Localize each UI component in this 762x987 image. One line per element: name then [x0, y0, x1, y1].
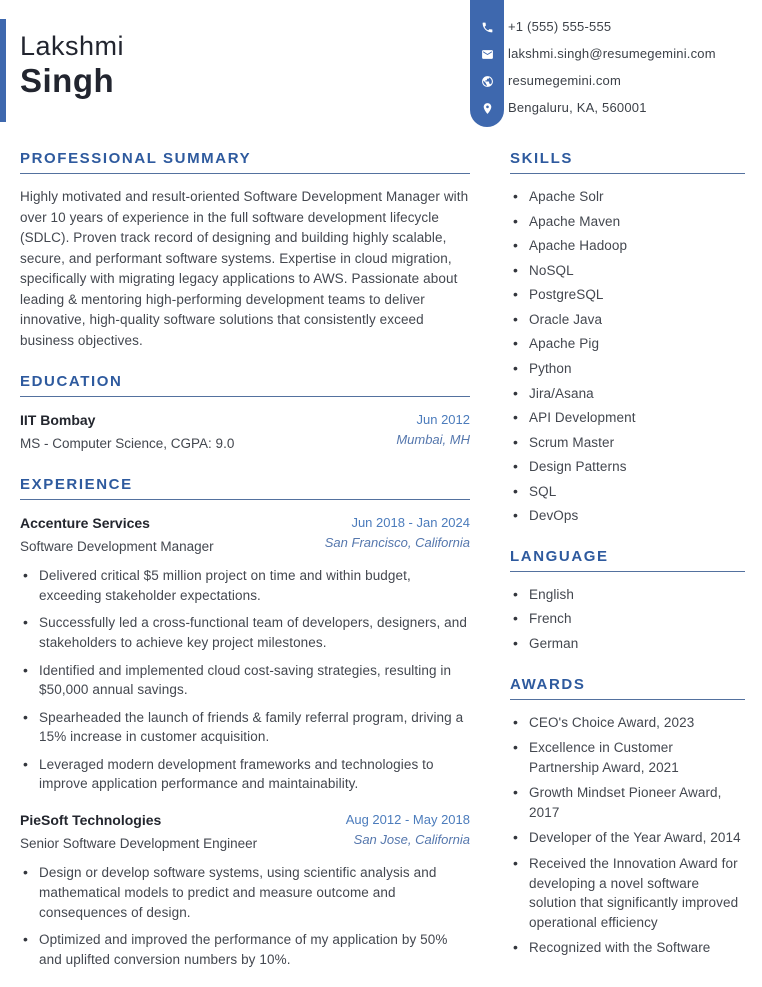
- skill-item: • DevOps: [510, 506, 745, 526]
- skill-item: • Apache Solr: [510, 187, 745, 207]
- experience-location: San Francisco, California: [324, 534, 470, 550]
- experience-date: Jun 2018 - Jan 2024: [351, 514, 470, 530]
- contact-email: [508, 47, 716, 60]
- contact-email-value: lakshmi.singh@resumegemini.com: [508, 46, 716, 61]
- section-education: [20, 373, 470, 454]
- summary-section-title: PROFESSIONAL SUMMARY: [20, 150, 470, 174]
- education-entry-main: [20, 410, 234, 454]
- summary-text: Highly motivated and result-oriented Software Development Manager with over 10 years of experience in the full software development lifecycle (SDLC). Proven track record of designing and building highly scalable, secure, and performant software systems. Expertise in cloud migration, specifically with migrating legacy applications to AWS. Passionate about leading & mentoring high-performing development teams to deliver innovative, high-quality software solutions that consistently exceed business objectives.: [20, 189, 469, 348]
- language-section-title: LANGUAGE: [510, 548, 745, 572]
- award-item: • Recognized with the Software: [510, 938, 745, 958]
- skills-section-title: SKILLS: [510, 150, 745, 174]
- last-name: Singh: [20, 62, 115, 100]
- section-professional-summary: [20, 150, 470, 351]
- contact-list: [508, 20, 716, 128]
- section-language: [510, 548, 745, 654]
- resume-header: [0, 0, 762, 150]
- contact-website: [508, 74, 716, 87]
- phone-icon: [481, 21, 494, 34]
- education-school: IIT Bombay: [20, 412, 96, 429]
- resume-body: [0, 150, 762, 987]
- experience-entry-main: [20, 810, 257, 854]
- awards-section-title: AWARDS: [510, 676, 745, 700]
- experience-entry-head: [20, 513, 470, 557]
- contact-icon-bar: [470, 0, 504, 127]
- contact-location: [508, 101, 716, 114]
- experience-section-title: EXPERIENCE: [20, 476, 470, 500]
- experience-entry-main: [20, 513, 214, 557]
- education-entry-head: [20, 410, 470, 454]
- skill-item: • Design Patterns: [510, 457, 745, 477]
- contact-phone-value: +1 (555) 555-555: [508, 19, 612, 34]
- skill-item: • SQL: [510, 482, 745, 502]
- globe-icon: [481, 75, 494, 88]
- experience-entry-accenture: [20, 513, 470, 794]
- language-item: • German: [510, 634, 745, 654]
- experience-entry-head: [20, 810, 470, 854]
- right-column: [510, 150, 745, 987]
- skill-item: • Apache Hadoop: [510, 236, 745, 256]
- skill-item: • NoSQL: [510, 261, 745, 281]
- language-list: [510, 585, 745, 654]
- contact-phone: [508, 20, 716, 33]
- contact-website-value: resumegemini.com: [508, 73, 622, 88]
- first-name: Lakshmi: [20, 31, 125, 61]
- education-entry-meta: [396, 410, 470, 450]
- award-item: • CEO's Choice Award, 2023: [510, 713, 745, 733]
- education-degree: MS - Computer Science, CGPA: 9.0: [20, 436, 235, 452]
- experience-bullet: • Delivered critical $5 million project on time and within budget, exceeding stakeholder expectations.: [20, 566, 470, 605]
- language-item: • French: [510, 609, 745, 629]
- skill-item: • Apache Pig: [510, 334, 745, 354]
- experience-bullet: • Leveraged modern development frameworks and technologies to improve application performance and maintainability.: [20, 755, 470, 794]
- section-awards: [510, 676, 745, 958]
- location-pin-icon: [481, 102, 494, 115]
- awards-list: [510, 713, 745, 958]
- envelope-icon: [481, 48, 494, 61]
- skill-item: • API Development: [510, 408, 745, 428]
- experience-company: PieSoft Technologies: [20, 811, 162, 828]
- experience-entry-piesoft: [20, 810, 470, 969]
- education-date: Jun 2012: [416, 412, 470, 428]
- name-block: [20, 30, 124, 100]
- experience-bullet: • Spearheaded the launch of friends & family referral program, driving a 15% increase in customer acquisition.: [20, 708, 470, 747]
- experience-role: Senior Software Development Engineer: [20, 835, 258, 851]
- award-item: • Excellence in Customer Partnership Award, 2021: [510, 738, 745, 777]
- experience-bullet-list: [20, 863, 470, 969]
- education-section-title: EDUCATION: [20, 373, 470, 397]
- award-item: • Received the Innovation Award for developing a novel software solution that significantly improved operational efficiency: [510, 854, 745, 932]
- experience-bullet: • Optimized and improved the performance of my application by 50% and uplifted conversion numbers by 10%.: [20, 930, 470, 969]
- skill-item: • PostgreSQL: [510, 285, 745, 305]
- experience-entry-meta: [346, 810, 470, 850]
- skills-list: [510, 187, 745, 526]
- experience-bullet-list: [20, 566, 470, 794]
- experience-company: Accenture Services: [20, 514, 150, 531]
- skill-item: • Jira/Asana: [510, 384, 745, 404]
- language-item: • English: [510, 585, 745, 605]
- name-accent-bar: [0, 19, 6, 122]
- contact-location-value: Bengaluru, KA, 560001: [508, 100, 647, 115]
- experience-location: San Jose, California: [353, 832, 470, 848]
- education-location: Mumbai, MH: [396, 432, 470, 448]
- skill-item: • Python: [510, 359, 745, 379]
- skill-item: • Apache Maven: [510, 212, 745, 232]
- section-skills: [510, 150, 745, 526]
- education-entry: [20, 410, 470, 454]
- left-column: [20, 150, 470, 987]
- experience-bullet: • Successfully led a cross-functional team of developers, designers, and stakeholders to achieve key project milestones.: [20, 613, 470, 652]
- award-item: • Growth Mindset Pioneer Award, 2017: [510, 783, 745, 822]
- experience-bullet: • Design or develop software systems, using scientific analysis and mathematical models to predict and measure outcome and consequences of design.: [20, 863, 470, 922]
- award-item: • Developer of the Year Award, 2014: [510, 828, 745, 848]
- experience-role: Software Development Manager: [20, 538, 214, 554]
- section-experience: [20, 476, 470, 970]
- experience-date: Aug 2012 - May 2018: [345, 811, 470, 827]
- skill-item: • Oracle Java: [510, 310, 745, 330]
- experience-bullet: • Identified and implemented cloud cost-saving strategies, resulting in $50,000 annual savings.: [20, 661, 470, 700]
- skill-item: • Scrum Master: [510, 433, 745, 453]
- experience-entry-meta: [325, 513, 470, 553]
